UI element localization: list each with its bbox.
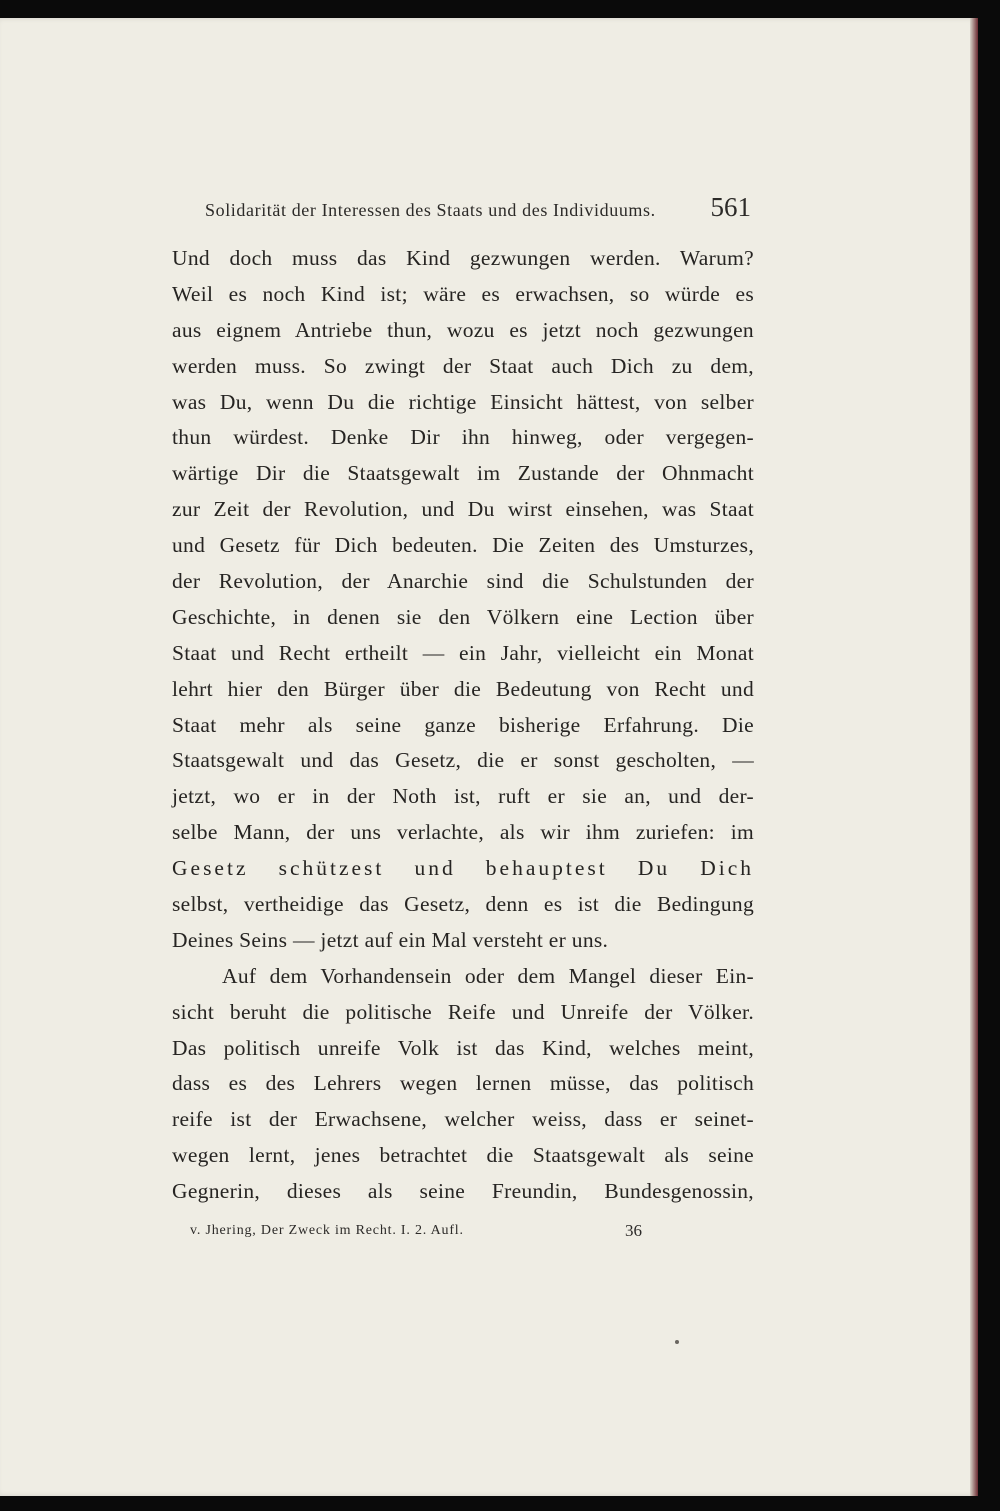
signature-mark: 36: [625, 1221, 642, 1240]
text-line: Das politisch unreife Volk ist das Kind, welches meint,: [172, 1035, 754, 1060]
text-line: dass es des Lehrers wegen lernen müsse, das politisch: [172, 1071, 754, 1096]
text-line: reife ist der Erwachsene, welcher weiss, dass er seinet-: [172, 1107, 754, 1132]
text-line: Gegnerin, dieses als seine Freundin, Bundesgenossin,: [172, 1179, 754, 1204]
text-line: thun würdest. Denke Dir ihn hinweg, oder vergegen-: [172, 425, 754, 450]
text-line: und Gesetz für Dich bedeuten. Die Zeiten des Umsturzes,: [172, 533, 754, 558]
text-line: Staat mehr als seine ganze bisherige Erfahrung. Die: [172, 712, 754, 737]
text-line: zur Zeit der Revolution, und Du wirst einsehen, was Staat: [172, 497, 754, 522]
text-line: sicht beruht die politische Reife und Unreife der Völker.: [172, 999, 754, 1024]
paragraph-end-line: Deines Seins — jetzt auf ein Mal versteht er uns.: [172, 927, 609, 952]
text-line: jetzt, wo er in der Noth ist, ruft er sie an, und der-: [172, 784, 754, 809]
footer: [190, 1223, 660, 1245]
running-head: [205, 192, 755, 232]
page-edge: [970, 18, 978, 1496]
text-line: lehrt hier den Bürger über die Bedeutung von Recht und: [172, 676, 754, 701]
running-title: Solidarität der Interessen des Staats und des Individuums.: [205, 200, 656, 220]
text-line: wärtige Dir die Staatsgewalt im Zustande der Ohnmacht: [172, 461, 754, 486]
text-line: Staatsgewalt und das Gesetz, die er sonst gescholten, —: [172, 748, 754, 773]
text-line: Und doch muss das Kind gezwungen werden. Warum?: [172, 246, 754, 270]
text-line: Weil es noch Kind ist; wäre es erwachsen, so würde es: [172, 281, 754, 306]
paragraph-start-line: Auf dem Vorhandensein oder dem Mangel dieser Ein-: [222, 963, 754, 988]
footer-citation: v. Jhering, Der Zweck im Recht. I. 2. Aufl.: [190, 1223, 464, 1238]
text-line: wegen lernt, jenes betrachtet die Staatsgewalt als seine: [172, 1143, 754, 1168]
text-line: aus eignem Antriebe thun, wozu es jetzt noch gezwungen: [172, 317, 754, 342]
text-line: Gesetz schützest und behauptest Du Dich: [172, 856, 754, 881]
text-line: was Du, wenn Du die richtige Einsicht hättest, von selber: [172, 389, 754, 414]
text-line: Staat und Recht ertheilt — ein Jahr, vielleicht ein Monat: [172, 640, 754, 665]
text-line: Geschichte, in denen sie den Völkern eine Lection über: [172, 604, 754, 629]
page-number: 561: [710, 192, 751, 222]
body-text: [172, 241, 754, 1210]
text-line: selbst, vertheidige das Gesetz, denn es ist die Bedingung: [172, 892, 754, 917]
paper-speck: [675, 1340, 679, 1344]
text-line: selbe Mann, der uns verlachte, als wir ihm zuriefen: im: [172, 820, 754, 845]
text-line: der Revolution, der Anarchie sind die Schulstunden der: [172, 569, 754, 594]
text-line: werden muss. So zwingt der Staat auch Dich zu dem,: [172, 353, 754, 378]
